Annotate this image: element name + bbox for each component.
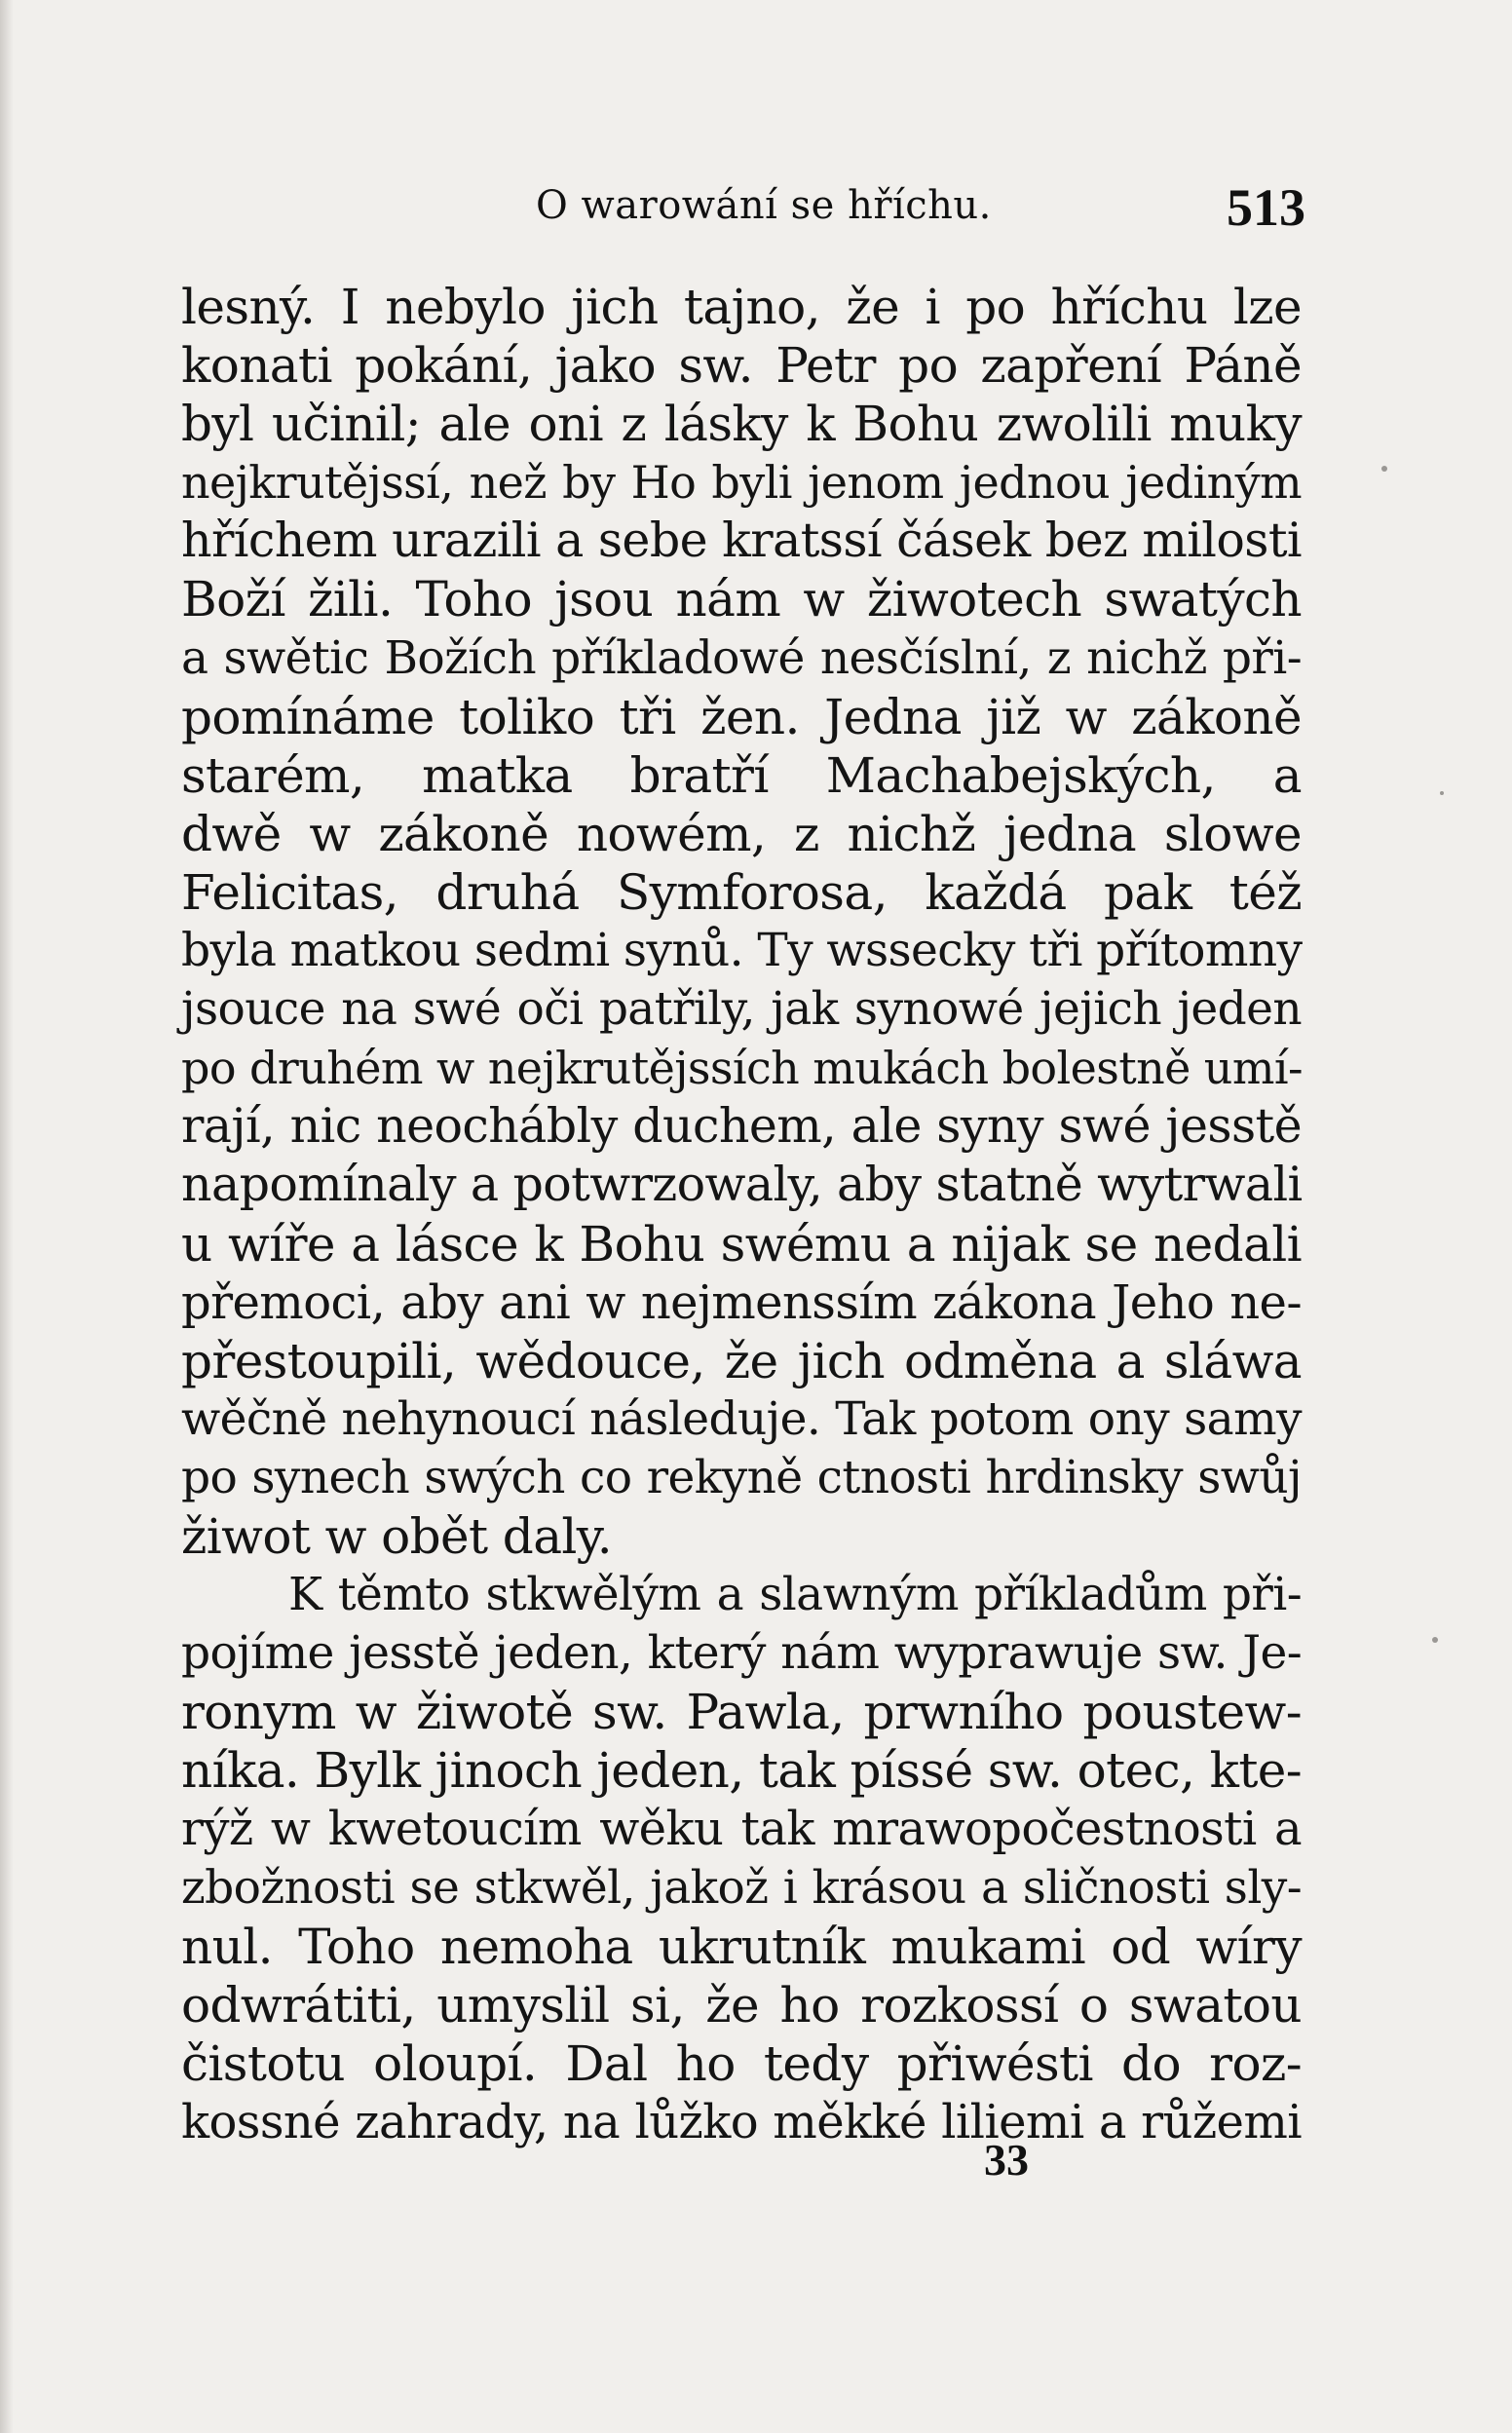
paragraph-end-line: žiwot w obět daly. (181, 1507, 613, 1565)
text-line: rýž w kwetoucím wěku tak mrawopočestnosti a (181, 1802, 1302, 1857)
text-line: po druhém w nejkrutějssích mukách bolestně umí- (181, 1042, 1303, 1095)
text-line: a swětic Božích příkladowé nesčíslní, z nichž při- (181, 630, 1302, 685)
text-line: hříchem urazili a sebe kratssí čásek bez milosti (181, 513, 1302, 569)
text-line: Felicitas, druhá Symforosa, každá pak též (181, 863, 1302, 921)
paper-speck (1440, 791, 1444, 795)
text-line: pomínáme toliko tři žen. Jedna již w zákoně (181, 688, 1302, 745)
text-line: konati pokání, jako sw. Petr po zapření Páně (181, 337, 1302, 395)
text-line: rají, nic neochábly duchem, ale syny swé jesstě (181, 1098, 1302, 1155)
signature-mark: 33 (984, 2135, 1029, 2185)
body-text (181, 278, 1302, 2151)
text-line: u wíře a lásce k Bohu swému a nijak se nedali (181, 1215, 1302, 1273)
text-line: přestoupili, wědouce, že jich odměna a sláwa (181, 1332, 1302, 1389)
text-line: čistotu oloupí. Dal ho tedy přiwésti do roz- (181, 2034, 1302, 2092)
text-line: starém, matka bratří Machabejských, a (181, 746, 1302, 804)
running-title: O warowání se hříchu. (536, 183, 992, 228)
paper-speck (1381, 466, 1387, 472)
text-line: wěčně nehynoucí následuje. Tak potom ony samy (181, 1391, 1302, 1446)
text-line: níka. Bylk jinoch jeden, tak píssé sw. otec, kte- (181, 1742, 1303, 1800)
text-line: nul. Toho nemoha ukrutník mukami od wíry (181, 1918, 1302, 1975)
paper-speck (1432, 1637, 1438, 1643)
text-line: kossné zahrady, na lůžko měkké liliemi a růžemi (181, 2094, 1302, 2149)
text-line: pojíme jesstě jeden, který nám wyprawuje sw. Je- (181, 1626, 1302, 1681)
text-line: lesný. I nebylo jich tajno, že i po hříchu lze (181, 279, 1302, 335)
text-line: přemoci, aby ani w nejmenssím zákona Jeho ne- (181, 1274, 1302, 1330)
text-line: dwě w zákoně nowém, z nichž jedna slowe (181, 805, 1302, 862)
text-line: ronym w žiwotě sw. Pawla, prwního poustew- (181, 1684, 1302, 1741)
text-line: jsouce na swé oči patřily, jak synowé jejich jeden (181, 982, 1302, 1037)
text-line: byl učinil; ale oni z lásky k Bohu zwolili muky (181, 396, 1302, 453)
text-line: po synech swých co rekyně ctnosti hrdinsky swůj (181, 1450, 1302, 1504)
text-line: zbožnosti se stkwěl, jakož i krásou a sličnosti sly- (181, 1860, 1302, 1915)
paragraph-start-line: K těmto stkwělým a slawným příkladům při- (288, 1568, 1302, 1622)
text-line: Boží žili. Toho jsou nám w žiwotech swatých (181, 571, 1302, 628)
text-line: odwrátiti, umyslil si, že ho rozkossí o swatou (181, 1976, 1302, 2034)
text-line: napomínaly a potwrzowaly, aby statně wytrwali (181, 1157, 1303, 1213)
page-header (185, 173, 1305, 242)
text-line: nejkrutějssí, než by Ho byli jenom jednou jediným (181, 456, 1302, 510)
page-edge-shadow (0, 0, 14, 2433)
page-number: 513 (1227, 178, 1305, 237)
text-line: byla matkou sedmi synů. Ty wssecky tři přítomny (181, 924, 1303, 978)
